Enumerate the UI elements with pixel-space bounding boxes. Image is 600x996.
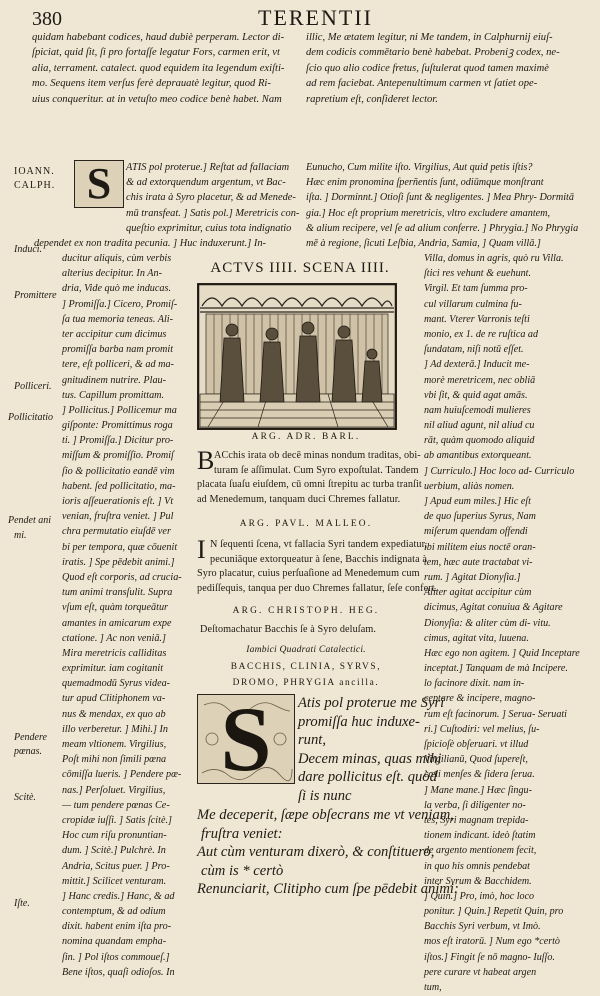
- text-line: dem codicis commētario benè habebat. Probeniꝫ codex, ne-: [306, 47, 560, 59]
- text-line: tur apud Clitiphonem va-: [62, 693, 166, 705]
- text-line: dependet ex non tradita pecunia. ] Huc induxerunt.] In-: [34, 238, 267, 249]
- stage-scene-image: [198, 284, 396, 429]
- text-line: ſundatam, niſi notū eſſet.: [424, 344, 524, 356]
- margin-note: Scitè.: [14, 792, 36, 803]
- text-line: illo verberetur. ] Mihi.] In: [62, 723, 169, 735]
- text-line: gnitudinem nutrire. Plau-: [62, 374, 167, 386]
- text-line: ſio & pollicitatio eandē vim: [62, 465, 175, 477]
- text-line: Hoc cum riſu pronuntian-: [62, 830, 167, 842]
- text-line: ti. ] Promiſſa.] Dicitur pro-: [62, 435, 174, 447]
- text-line: ad rem faciebat. Antepenultimum carmen vt ſatiet ope-: [306, 78, 538, 90]
- text-line: & alium recipere, vel ſe ad alium conferre. ] Phrygia.] No Phrygia: [306, 222, 579, 234]
- text-line: dicimus, Agitat conuiua & Agitare: [424, 602, 563, 614]
- text-line: ſpicioſè obſeruari. vt illud: [424, 739, 529, 750]
- text-line: miſſum & promiſſio. Promiſ: [62, 450, 174, 462]
- text-line: & ad extorquendum argentum, vt Bac-: [126, 177, 286, 189]
- running-title: TERENTII: [258, 5, 373, 30]
- verse-line: Aut cùm venturam dixerò, & conſtituero,: [197, 844, 435, 861]
- text-line: tus. Capillum promittam.: [62, 389, 165, 401]
- text-line: Syro placatur, cuius perſuaſione ad Menedemum cum: [197, 568, 420, 579]
- text-line: mant. Vterer Varronis teſti: [424, 313, 530, 325]
- text-line: inceptat.] Tanquam de mà Incipere.: [424, 663, 568, 675]
- text-line: ceptare & incipere, magno-: [424, 693, 536, 705]
- argument-text-continued: [197, 567, 438, 596]
- cast-line: DROMO, PHRYGIA ancilla.: [232, 678, 380, 688]
- text-line: ſtici res vehunt & euehunt.: [424, 268, 531, 280]
- text-line: alia, terrament. catalect. quod equidem ita legendum exiſti-: [32, 62, 285, 74]
- text-line: lo facinore dixit. nam in-: [424, 678, 525, 690]
- top-right-commentary: [306, 30, 574, 107]
- text-line: ducitur aliquis, cùm verbis: [62, 253, 172, 264]
- text-line: ter accipitur cum dicimus: [62, 328, 167, 340]
- text-line: tum animi transſulit. Supra: [62, 587, 173, 599]
- text-line: Aliter agitat accipitur cùm: [424, 587, 532, 599]
- text-line: ri.] Cuſtodiri: vel melius, ſu-: [424, 723, 540, 735]
- text-line: ab amantibus extorqueant.: [424, 450, 532, 462]
- text-line: promiſſa barba nam promit: [62, 344, 174, 356]
- verse-line: runt,: [298, 732, 326, 749]
- text-line: mos eſt iratorū. ] Num ego *certò: [424, 936, 560, 948]
- text-line: queſtio exprimitur, cuius tota indignatio: [126, 222, 292, 234]
- text-line: nus & mendax, ex quo ab: [62, 708, 166, 720]
- text-line: Eunucho, Cum milite iſto. Virgilius, Aut quid petis iſtis?: [306, 162, 533, 173]
- verse-line: fruſtra veniet:: [201, 825, 283, 842]
- text-line: miſerum quendam offendi: [424, 526, 528, 538]
- dropcap-letter: S: [220, 694, 272, 784]
- text-line: bi per tempora, quæ cōuenit: [62, 541, 178, 553]
- text-line: nam huiuſcemodi mulieres: [424, 404, 531, 416]
- text-line: ] Curriculo.] Hoc loco ad- Curriculo: [424, 465, 575, 477]
- text-line: ] Ad dexterā.] Inducit me-: [424, 359, 530, 371]
- margin-note: Induci.: [14, 244, 43, 255]
- verse-line: Atis pol proterue me Syri: [298, 695, 445, 711]
- text-line: chra permutatio eiuſdē ver: [62, 526, 171, 538]
- text-line: ] Apud eum miles.] Hic eſt: [424, 496, 531, 507]
- text-line: rapretium eſt, conſideret lector.: [306, 93, 438, 105]
- text-line: ] Pollicitus.] Pollicemur ma: [62, 404, 177, 416]
- initial-letter: B: [197, 446, 215, 475]
- left-gloss-column: [62, 252, 192, 981]
- verse-line: Me deceperit, ſæpe obſecrans me vt veniam,: [197, 807, 454, 823]
- text-line: vbi ſit, & quid agat amās.: [424, 389, 528, 401]
- text-line: tere, eſt polliceri, & ad ma-: [62, 359, 174, 371]
- text-line: ſin. ] Pol iſtos commoueſ.]: [62, 951, 170, 963]
- text-line: ] Mane mane.] Hæc ſingu-: [424, 784, 532, 796]
- text-line: iſta. ] Dorminnt.] Otioſi ſunt & negligentes. ] Mea Phry- Dormitā: [306, 192, 574, 204]
- text-line: ſcio quo alio codice fretus, ſuſtulerat quod tamen maximè: [306, 62, 549, 74]
- text-line: mū transfeat. ] Satis pol.] Meretricis con-: [126, 207, 300, 219]
- text-line: Bacchis Syri verbum, vt Imò.: [424, 921, 541, 933]
- argument-text: [200, 623, 420, 638]
- woodcut-illustration: [197, 283, 397, 430]
- meter-heading: Iambici Quadrati Catalectici.: [246, 644, 366, 655]
- text-line: ſa tua memoria teneas. Ali-: [62, 313, 174, 325]
- margin-note: Promittere: [14, 290, 57, 301]
- text-line: rum. ] Agitat Dionyſia.]: [424, 571, 521, 583]
- text-line: placata ſuaſu eiuſdem, cū omni ſtrepitu ac turba tranſit: [197, 479, 422, 490]
- text-line: Hæc enim pronomina ſperñentis ſunt, odiūmque monſtrant: [306, 177, 544, 189]
- argument-title: ARG. CHRISTOPH. HEG.: [232, 606, 380, 616]
- text-line: Bene iſtos, quaſi odioſos. In: [62, 966, 175, 978]
- text-line: — tum pendere pœnas Ce-: [62, 799, 170, 811]
- text-line: quemadmodū Syrus videa-: [62, 678, 171, 690]
- text-line: Deſtomachatur Bacchis ſe à Syro deluſam.: [200, 624, 376, 635]
- text-line: rāt, quàm quomodo aliquid: [424, 435, 535, 447]
- text-line: nil aliud agunt, nil aliud cu: [424, 420, 535, 432]
- verse-line: dare pollicitus eſt. quòd: [298, 769, 437, 786]
- argument-text: [210, 538, 428, 567]
- text-line: mē à regione, ſicuti Leſbia, Andria, Samia, ] Quam villā.]: [306, 237, 541, 249]
- text-line: ctatione. ] Ac non veniā.]: [62, 632, 166, 644]
- text-line: giſponte: Promittimus roga: [62, 420, 173, 432]
- text-line: inter Syrum & Bacchidem.: [424, 875, 532, 887]
- text-line: ponitur. ] Quin.] Repetit Quin, pro: [424, 906, 564, 918]
- text-line: amantes in amicarum expe: [62, 617, 172, 629]
- text-line: Hæc ego non agitem. ] Quid Inceptare: [424, 647, 580, 659]
- text-line: de quo ſuperius Syrus, Nam: [424, 511, 536, 523]
- verse-line: Decem minas, quas mihi: [298, 750, 442, 767]
- text-line: Dionyſia: & aliter cùm di- vitu.: [424, 617, 551, 629]
- verse-lines: [298, 694, 445, 806]
- text-line: cōmiſſa lueris. ] Pendere pœ-: [62, 769, 182, 781]
- text-line: vſum eſt, quàm torqueātur: [62, 602, 169, 614]
- text-line: tem, hæc aute tractabat vi-: [424, 556, 533, 568]
- text-line: cropidæ iuſſi. ] Satis ſcitè.]: [62, 814, 172, 826]
- text-line: nas.] Perſoluet. Virgilius,: [62, 784, 166, 796]
- text-line: dria, Vide quò me inducas.: [62, 283, 172, 295]
- text-line: ſpiciat, quid ſit, ſi pro fortaſſe legatur Fors, carmen erit, vt: [32, 47, 280, 59]
- text-line: la verba, ſi diligenter no-: [424, 799, 526, 811]
- right-gloss-opening: [306, 160, 579, 251]
- text-line: monio, ex 1. de re ruſtica ad: [424, 328, 538, 340]
- text-line: Mira meretricis calliditas: [62, 647, 167, 659]
- text-line: contemptum, & ad odium: [62, 906, 166, 918]
- text-line: pediſſequis, tanqua per duo Chremes fallatur, ſeſe confert.: [197, 582, 438, 594]
- text-line: uerbium, aliàs nomen.: [424, 480, 515, 492]
- left-gloss-wide-line: [34, 236, 304, 251]
- text-line: mo. Sequens item verſus ferè deprauatè legitur, quod Ri-: [32, 78, 271, 90]
- text-line: meam vltionem. Virgilius,: [62, 739, 167, 750]
- initial-letter: S: [86, 159, 112, 208]
- text-line: in quo his omnis pendebat: [424, 860, 530, 872]
- text-line: Virgil. Et tam ſumma pro-: [424, 283, 528, 295]
- text-line: cimus, agitat vita, luuena.: [424, 632, 529, 644]
- text-line: nomina quandam empha-: [62, 936, 167, 948]
- text-line: Poſt mihi non ſimili pœna: [62, 754, 167, 766]
- text-line: pecuniāque extorqueatur à ſene, Bacchis indignata à: [210, 553, 427, 565]
- text-line: uius conqueritur. at in vetuſto meo codice benè habet. Nam: [32, 93, 282, 105]
- text-line: alterius decipitur. In An-: [62, 268, 162, 280]
- text-line: iratis. ] Spe pēdebit animi.]: [62, 556, 175, 568]
- scene-heading: ACTVS IIII. SCENA IIII.: [210, 260, 390, 276]
- text-line: ATIS pol proterue.] Reſtat ad fallaciam: [126, 162, 290, 173]
- text-line: chis irata à Syro placetur, & ad Menede-: [126, 192, 296, 204]
- margin-note: pœnas.: [14, 746, 43, 757]
- text-line: ACchis irata ob decē minas nondum traditas, obi-: [214, 450, 421, 461]
- argument-title: ARG. PAVL. MALLEO.: [239, 519, 373, 529]
- text-line: rum eſt facinorum. ] Serua- Seruati: [424, 708, 567, 720]
- text-line: illic, Me ætatem legitur, ni Me tandem, in Calphurnij eiuſ-: [306, 32, 553, 43]
- text-line: dixit. habent enim iſta pro-: [62, 921, 172, 933]
- text-line: Andria, Scitus puer. ] Pro-: [62, 860, 170, 872]
- text-line: ] Quin.] Pro, imò, hoc loco: [424, 890, 535, 902]
- argument-text-continued: [197, 478, 422, 507]
- text-line: Villa, domus in agris, quò ru Villa.: [424, 253, 564, 264]
- margin-note: CALPH.: [14, 180, 56, 191]
- text-line: ] Hanc credis.] Hanc, & ad: [62, 890, 175, 902]
- text-line: ibi militem eius noctē oran-: [424, 541, 536, 553]
- page-number: 380: [32, 8, 62, 30]
- text-line: ad Menedemum, tanquam duci Chremes fallatur.: [197, 493, 401, 505]
- text-line: dum. ] Scitè.] Pulchrè. In: [62, 845, 166, 857]
- top-left-commentary: [32, 30, 302, 107]
- text-line: morè meretricem, nec obliā: [424, 374, 536, 386]
- text-line: Virgilianū, Quod ſupereſt,: [424, 754, 528, 766]
- text-line: gia.] Hoc eſt proprium meretricis, vltro excludere amantem,: [306, 207, 551, 219]
- cast-line: BACCHIS, CLINIA, SYRVS,: [230, 662, 382, 672]
- verse-line: Renunciarit, Clitipho cum ſpe pēdebit animi:: [197, 881, 459, 898]
- margin-note: Polliceri.: [14, 381, 52, 392]
- verse-lines-full: [197, 806, 459, 899]
- argument-title: ARG. ADR. BARL.: [251, 432, 361, 442]
- decorated-initial: [74, 160, 124, 208]
- text-line: de argento mentionem fecit,: [424, 845, 537, 857]
- decorated-dropcap: [197, 694, 295, 784]
- margin-note: Pollicitatio: [8, 412, 53, 423]
- text-line: quidam habebant codices, haud dubiè perperam. Lector di-: [32, 32, 285, 43]
- text-line: ] Promiſſa.] Cicero, Promiſ-: [62, 298, 178, 310]
- verse-line: ſi is nunc: [298, 787, 352, 804]
- text-line: ioris aſſeuerationis eſt. ] Vt: [62, 496, 174, 507]
- text-line: cul villarum culmina fu-: [424, 298, 522, 310]
- text-line: habent. ſed pollicitatio, ma-: [62, 480, 176, 492]
- text-line: exprimitur. iam cogitanit: [62, 663, 164, 675]
- argument-text: [214, 449, 419, 478]
- text-line: turam ſe aſſimulat. Cum Syro expoſtulat. Tandem: [214, 464, 419, 476]
- margin-note: Iſte.: [14, 898, 30, 909]
- text-line: N ſequenti ſcena, vt fallacia Syri tandem expediatur,: [210, 539, 428, 550]
- verse-line: cùm is * certò: [201, 862, 284, 879]
- margin-note: Pendere: [14, 732, 47, 743]
- text-line: cœli menſes & ſidera ſerua.: [424, 769, 535, 781]
- text-line: tum,: [424, 982, 442, 993]
- text-line: venian, fruſtra veniet. ] Pul: [62, 511, 174, 523]
- text-line: pere curare vt habeat argen: [424, 966, 537, 978]
- initial-letter: I: [197, 535, 206, 564]
- margin-note: IOANN.: [14, 166, 55, 177]
- text-line: tionem indicant. ideò ſtatim: [424, 830, 536, 842]
- text-line: iſtos.] Fingit ſe nō magno- Iuſſo.: [424, 951, 555, 963]
- text-line: mittit.] Scilicet venturam.: [62, 875, 167, 887]
- text-line: tes, Syri magnam trepida-: [424, 814, 529, 826]
- margin-note: Pendet ani: [8, 515, 52, 526]
- margin-note: mi.: [14, 530, 27, 541]
- left-gloss-opening: [126, 160, 300, 236]
- text-line: Quod eſt corporis, ad crucia-: [62, 571, 182, 583]
- verse-line: promiſſa huc induxe-: [298, 713, 420, 730]
